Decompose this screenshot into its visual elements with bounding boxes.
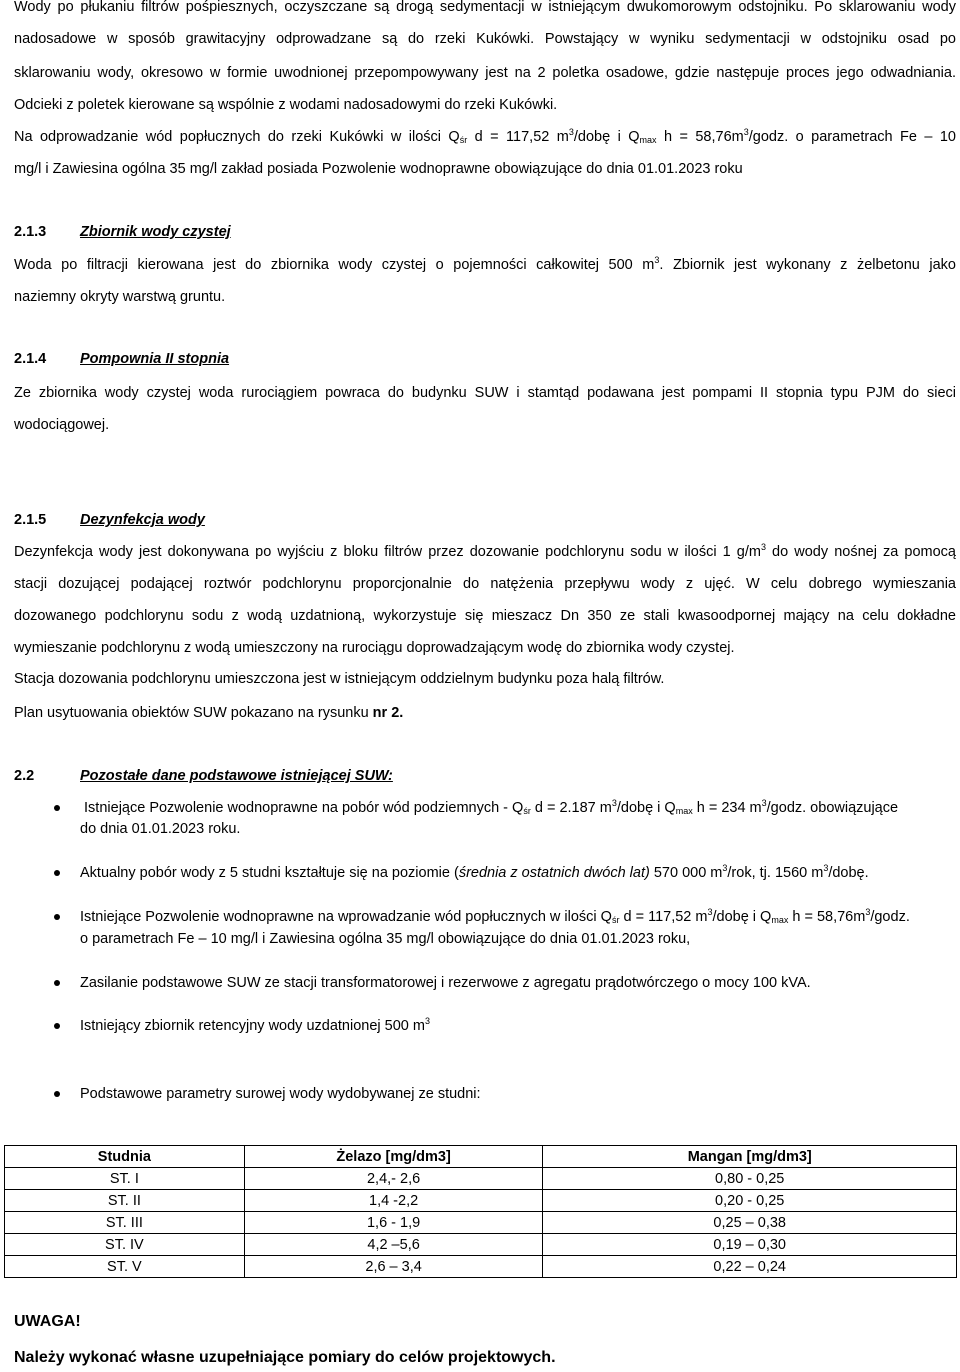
section-heading-2-1-3: 2.1.3 Zbiornik wody czystej xyxy=(14,224,231,240)
bullet-dot xyxy=(54,914,60,920)
intro-line-6: mg/l i Zawiesina ogólna 35 mg/l zakład posiada Pozwolenie wodnoprawne obowiązujące do dnia 01.01.2023 roku xyxy=(14,161,743,177)
table-row xyxy=(5,1256,957,1278)
intro-line-4: Odcieki z poletek kierowane są wspólnie z wodami nadosadowymi do rzeki Kukówki. xyxy=(14,97,558,113)
bullet-item-6: Podstawowe parametry surowej wody wydobywanej ze studni: xyxy=(80,1086,481,1102)
bullet-item-5: Istniejący zbiornik retencyjny wody uzdatnionej 500 $m^3$ xyxy=(80,1016,430,1034)
table-cell: 1,4 -2,2 xyxy=(244,1190,543,1212)
intro-line-5: Na odprowadzanie wód popłucznych do rzeki Kukówki w ilości $Q_{śr}$ d = 117,52 $m^3$/dobę i $Q_{max}$ $h = 58,76m^3$/godz. o parametrach Fe – 10 xyxy=(14,127,956,145)
s215-line-2: stacji dozującej podającej roztwór podchlorynu proporcjonalnie do natężenia przepływu wody z ujęć. W celu dobrego wymieszania xyxy=(14,576,956,592)
table-row xyxy=(5,1234,957,1256)
s213-line-1: Woda po filtracji kierowana jest do zbiornika wody czystej o pojemności całkowitej 500 $m^3$. Zbiornik jest wykonany z żelbetonu jako xyxy=(14,255,956,273)
section-heading-2-2: 2.2 Pozostałe dane podstawowe istniejącej SUW: xyxy=(14,768,393,784)
s214-line-2: wodociągowej. xyxy=(14,417,110,433)
bullet-item-3-line-2: o parametrach Fe – 10 mg/l i Zawiesina ogólna 35 mg/l obowiązujące do dnia 01.01.2023 roku, xyxy=(80,931,691,947)
s213-line-2: naziemny okryty warstwą gruntu. xyxy=(14,289,226,305)
table-cell: ST. I xyxy=(5,1168,245,1190)
section-heading-2-1-4: 2.1.4 Pompownia II stopnia xyxy=(14,351,230,367)
bullet-dot xyxy=(54,805,60,811)
warning-text: Należy wykonać własne uzupełniające pomiary do celów projektowych. xyxy=(14,1349,556,1366)
table-cell: 0,19 – 0,30 xyxy=(543,1234,957,1256)
table-cell: 2,6 – 3,4 xyxy=(244,1256,543,1278)
table-cell: ST. V xyxy=(5,1256,245,1278)
column-header: Studnia xyxy=(5,1146,245,1168)
table-cell: ST. II xyxy=(5,1190,245,1212)
bullet-item-4: Zasilanie podstawowe SUW ze stacji transformatorowej i rezerwowe z agregatu prądotwórczego o mocy 100 kVA. xyxy=(80,975,811,991)
bullet-item-1-line-2: do dnia 01.01.2023 roku. xyxy=(80,821,241,837)
table-cell: 0,22 – 0,24 xyxy=(543,1256,957,1278)
s215-line-6: Plan usytuowania obiektów SUW pokazano na rysunku nr 2. xyxy=(14,705,404,721)
water-parameters-table xyxy=(4,1145,957,1278)
table-row xyxy=(5,1190,957,1212)
s214-line-1: Ze zbiornika wody czystej woda rurociągiem powraca do budynku SUW i stamtąd podawana jest pompami II stopnia typu PJM do sieci xyxy=(14,385,956,401)
bullet-dot xyxy=(54,870,60,876)
table-cell: 0,80 - 0,25 xyxy=(543,1168,957,1190)
section-heading-2-1-5: 2.1.5 Dezynfekcja wody xyxy=(14,512,205,528)
table-cell: 2,4,- 2,6 xyxy=(244,1168,543,1190)
column-header: Żelazo [mg/dm3] xyxy=(244,1146,543,1168)
s215-line-4: wymieszanie podchlorynu z wodą umieszczony na rurociągu doprowadzającym wodę do zbiornika wody czystej. xyxy=(14,640,735,656)
table-row xyxy=(5,1168,957,1190)
table-cell: ST. IV xyxy=(5,1234,245,1256)
bullet-dot xyxy=(54,980,60,986)
bullet-item-3-line-1: Istniejące Pozwolenie wodnoprawne na wprowadzanie wód popłucznych w ilości $Q_{śr}$ d = 117,52 $m^3$/dobę i $Q_{max}$ $h = 58,76m^3$/godz. xyxy=(80,907,910,925)
s215-line-5: Stacja dozowania podchlorynu umieszczona jest w istniejącym oddzielnym budynku poza halą filtrów. xyxy=(14,671,665,687)
table-cell: ST. III xyxy=(5,1212,245,1234)
table-cell: 1,6 - 1,9 xyxy=(244,1212,543,1234)
bullet-item-1-line-1: Istniejące Pozwolenie wodnoprawne na pobór wód podziemnych - $Q_{śr}$ d = 2.187 $m^3$/dobę i $Q_{max}$ h = 234 $m^3$/godz. obowiązujące xyxy=(84,798,899,816)
bullet-dot xyxy=(54,1023,60,1029)
intro-line-3: sklarowaniu wody, okresowo w formie uwodnionej przepompowywany jest na 2 poletka osadowe, gdzie następuje proces jego odwadniania. xyxy=(14,65,956,81)
s215-line-3: dozowanego podchlorynu sodu z wodą uzdatnioną, wykorzystuje się mieszacz Dn 350 ze stali kwasoodpornej mający na celu dokładne xyxy=(14,608,956,624)
intro-line-2: nadosadowe w sposób grawitacyjny odprowadzane są do rzeki Kukówki. Powstający w wyniku sedymentacji w odstojniku osad po xyxy=(14,31,956,47)
table-cell: 0,20 - 0,25 xyxy=(543,1190,957,1212)
bullet-item-2: Aktualny pobór wody z 5 studni kształtuje się na poziomie (średnia z ostatnich dwóch lat) 570 000 $m^3$/rok, tj. 1560 $m^3$/dobę. xyxy=(80,863,869,881)
table-header-row xyxy=(5,1146,957,1168)
intro-line-1: Wody po płukaniu filtrów pośpiesznych, oczyszczane są drogą sedymentacji w istniejącym dwukomorowym odstojniku. Po sklarowaniu wody xyxy=(14,0,956,15)
table-cell: 0,25 – 0,38 xyxy=(543,1212,957,1234)
bullet-dot xyxy=(54,1091,60,1097)
table-row xyxy=(5,1212,957,1234)
s215-line-1: Dezynfekcja wody jest dokonywana po wyjściu z bloku filtrów przez dozowanie podchlorynu sodu w ilości 1 $g/m^3$ do wody nośnej za pomocą xyxy=(14,542,956,560)
table-cell: 4,2 –5,6 xyxy=(244,1234,543,1256)
column-header: Mangan [mg/dm3] xyxy=(543,1146,957,1168)
warning-title: UWAGA! xyxy=(14,1313,81,1330)
